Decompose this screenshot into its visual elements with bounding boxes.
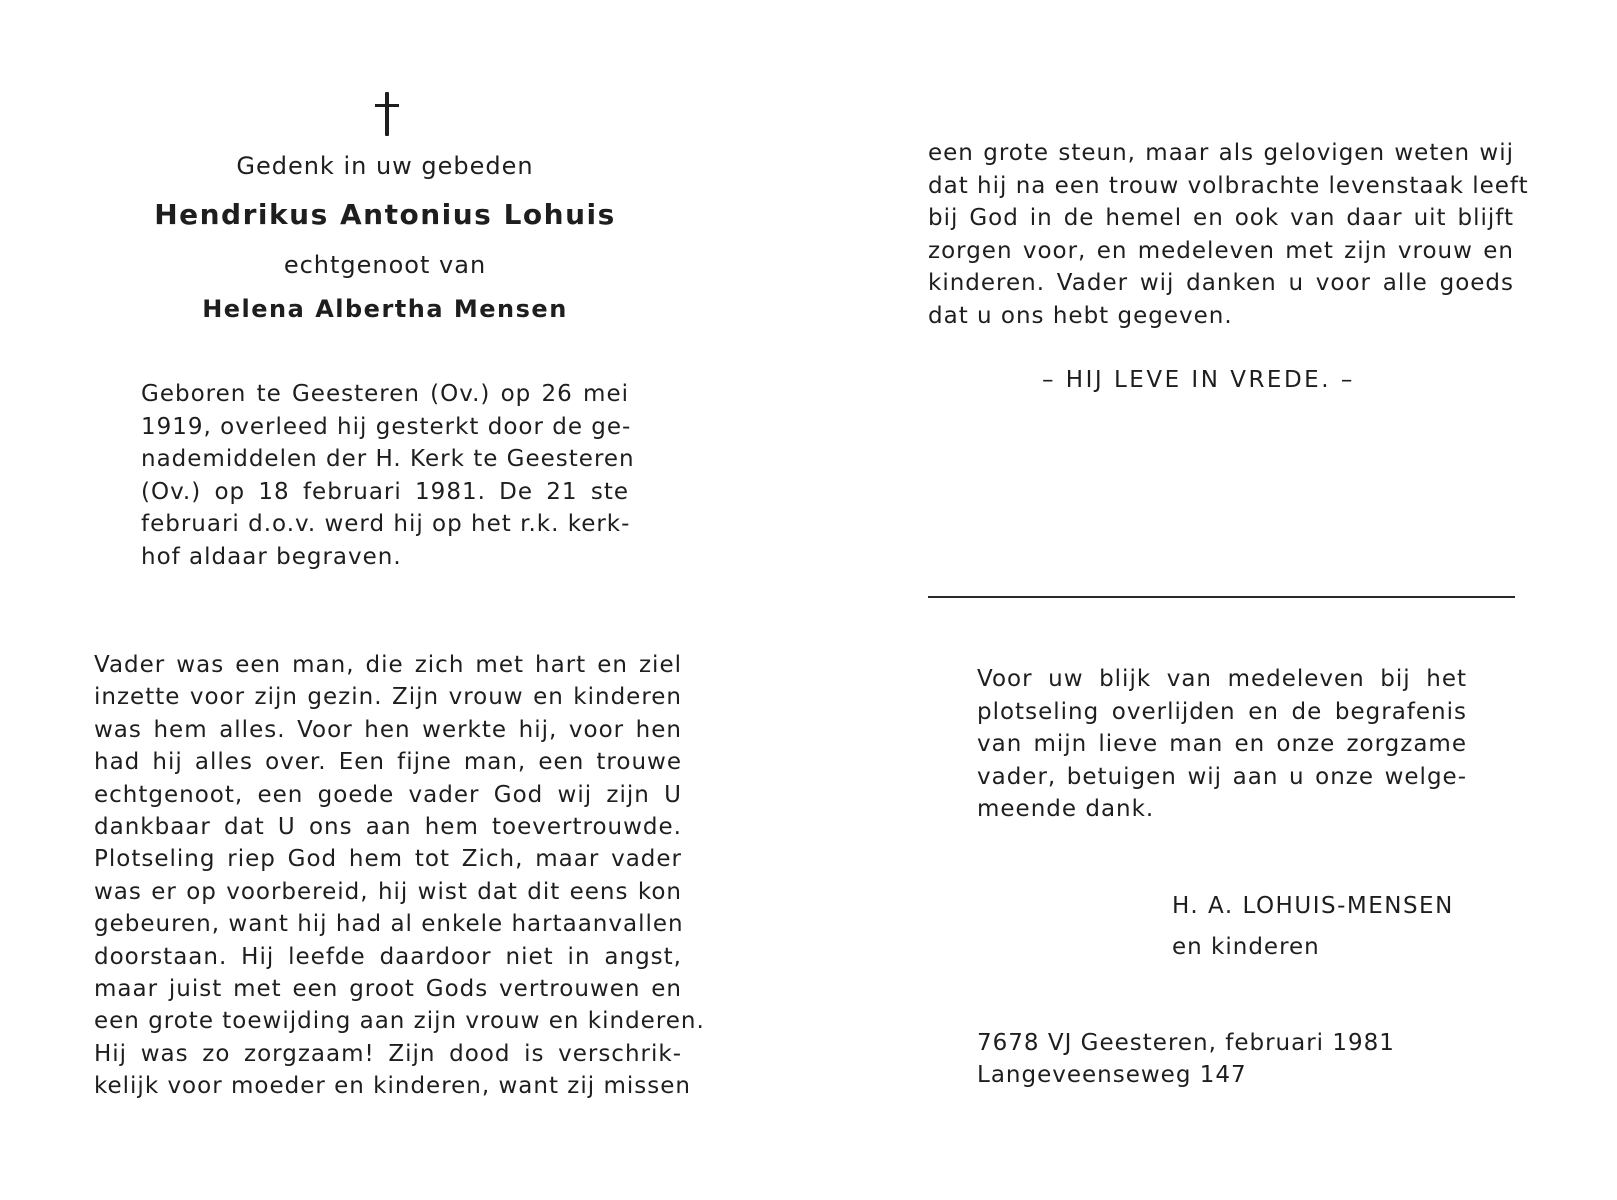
text-line: nademiddelen der H. Kerk te Geesteren: [141, 446, 635, 472]
deceased-name: Hendrikus Antonius Lohuis: [154, 198, 616, 231]
text-line: Voor uw blijk van medeleven bij het: [977, 666, 1467, 692]
text-line: een grote toewijding aan zijn vrouw en kinderen.: [94, 1008, 705, 1035]
spouse-name: Helena Albertha Mensen: [202, 295, 568, 323]
text-line: zorgen voor, en medeleven met zijn vrouw en: [928, 237, 1514, 264]
address-line-2: Langeveenseweg 147: [977, 1062, 1247, 1088]
signature-family: en kinderen: [1172, 934, 1320, 960]
closing-phrase: – HIJ LEVE IN VREDE. –: [1042, 367, 1355, 393]
text-line: Geboren te Geesteren (Ov.) op 26 mei: [141, 381, 629, 407]
text-line: Vader was een man, die zich met hart en ziel: [94, 652, 682, 678]
text-line: gebeuren, want hij had al enkele hartaanvallen: [94, 911, 684, 938]
text-line: Plotseling riep God hem tot Zich, maar vader: [94, 846, 682, 873]
text-line: een grote steun, maar als gelovigen weten wij: [928, 140, 1514, 166]
signature-name: H. A. LOHUIS-MENSEN: [1172, 893, 1454, 919]
text-line: 1919, overleed hij gesterkt door de ge-: [141, 413, 632, 440]
text-line: was er op voorbereid, hij wist dat dit eens kon: [94, 878, 682, 905]
thanks-paragraph: [977, 663, 1467, 826]
intro-text: Gedenk in uw gebeden: [236, 152, 534, 180]
continuation-paragraph: [928, 137, 1529, 332]
bio-paragraph: [94, 649, 705, 1102]
text-line: inzette voor zijn gezin. Zijn vrouw en kinderen: [94, 684, 682, 711]
cross-icon: [385, 92, 389, 136]
text-line: maar juist met een groot Gods vertrouwen en: [94, 975, 682, 1002]
text-line: bij God in de hemel en ook van daar uit blijft: [928, 205, 1514, 231]
text-line: had hij alles over. Een fijne man, een trouwe: [94, 749, 682, 776]
text-line: echtgenoot, een goede vader God wij zijn U: [94, 781, 682, 808]
text-line: (Ov.) op 18 februari 1981. De 21 ste: [141, 478, 629, 505]
text-line: kelijk voor moeder en kinderen, want zij missen: [94, 1073, 691, 1100]
spouse-label: echtgenoot van: [283, 251, 487, 279]
text-line: dankbaar dat U ons aan hem toevertrouwde.: [94, 813, 682, 840]
text-line: van mijn lieve man en onze zorgzame: [977, 731, 1467, 757]
text-line: dat hij na een trouw volbrachte levenstaak leeft: [928, 172, 1529, 199]
text-line: hof aldaar begraven.: [141, 543, 402, 570]
text-line: vader, betuigen wij aan u onze welge-: [977, 763, 1467, 790]
text-line: doorstaan. Hij leefde daardoor niet in angst,: [94, 943, 682, 970]
text-line: Hij was zo zorgzaam! Zijn dood is verschrik-: [94, 1040, 682, 1067]
text-line: kinderen. Vader wij danken u voor alle goeds: [928, 270, 1514, 296]
address-line-1: 7678 VJ Geesteren, februari 1981: [977, 1030, 1395, 1056]
birth-paragraph: [141, 378, 635, 573]
text-line: februari d.o.v. werd hij op het r.k. kerk-: [141, 511, 631, 537]
text-line: plotseling overlijden en de begrafenis: [977, 698, 1467, 725]
text-line: meende dank.: [977, 796, 1155, 822]
text-line: was hem alles. Voor hen werkte hij, voor hen: [94, 716, 682, 743]
divider: [928, 596, 1515, 598]
text-line: dat u ons hebt gegeven.: [928, 302, 1233, 329]
